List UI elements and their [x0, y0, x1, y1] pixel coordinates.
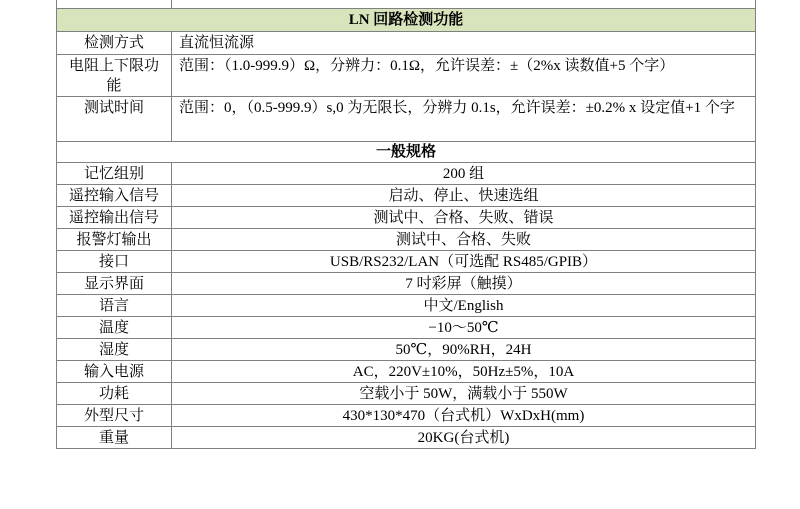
table-row-interface	[57, 251, 756, 273]
row-value: 测试中、合格、失败	[172, 229, 756, 251]
section-header-general-specs	[57, 142, 756, 163]
table-row-language	[57, 295, 756, 317]
row-label: 遥控输出信号	[57, 207, 172, 229]
row-label: 湿度	[57, 339, 172, 361]
row-value: −10～50℃	[172, 317, 756, 339]
row-label: 重量	[57, 427, 172, 449]
table-row-power-input	[57, 361, 756, 383]
row-value: 空载小于 50W，满载小于 550W	[172, 383, 756, 405]
row-value: USB/RS232/LAN（可选配 RS485/GPIB）	[172, 251, 756, 273]
cutoff-value-cell	[172, 0, 756, 9]
table-row-temperature	[57, 317, 756, 339]
table-row-alarm-light	[57, 229, 756, 251]
row-value: 430*130*470（台式机）WxDxH(mm)	[172, 405, 756, 427]
spec-table	[56, 0, 756, 449]
row-label: 遥控输入信号	[57, 185, 172, 207]
table-row-memory-groups	[57, 163, 756, 185]
section-title: LN 回路检测功能	[57, 9, 756, 32]
row-value: 200 组	[172, 163, 756, 185]
table-row-detect-method	[57, 32, 756, 55]
row-label: 功耗	[57, 383, 172, 405]
row-value: 7 吋彩屏（触摸）	[172, 273, 756, 295]
table-row-remote-input	[57, 185, 756, 207]
row-label: 输入电源	[57, 361, 172, 383]
section-header-ln-loop-test	[57, 9, 756, 32]
row-label: 温度	[57, 317, 172, 339]
table-row-humidity	[57, 339, 756, 361]
table-row-power-consumption	[57, 383, 756, 405]
table-row-dimensions	[57, 405, 756, 427]
table-row-cutoff	[57, 0, 756, 9]
table-row-weight	[57, 427, 756, 449]
row-label: 检测方式	[57, 32, 172, 55]
table-row-remote-output	[57, 207, 756, 229]
row-value: 中文/English	[172, 295, 756, 317]
row-value: 范围：（1.0-999.9）Ω，分辨力：0.1Ω，允许误差：±（2%x 读数值+5 个字）	[172, 55, 756, 97]
row-label: 测试时间	[57, 97, 172, 142]
table-row-resistance-limits	[57, 55, 756, 97]
row-value: 直流恒流源	[172, 32, 756, 55]
section-title: 一般规格	[57, 142, 756, 163]
row-value: 20KG(台式机)	[172, 427, 756, 449]
row-label: 电阻上下限功能	[57, 55, 172, 97]
row-label: 报警灯输出	[57, 229, 172, 251]
table-row-display	[57, 273, 756, 295]
row-value: 启动、停止、快速选组	[172, 185, 756, 207]
row-label: 显示界面	[57, 273, 172, 295]
table-row-test-time	[57, 97, 756, 142]
row-label: 语言	[57, 295, 172, 317]
row-value: 范围：0，（0.5-999.9）s,0 为无限长，分辨力 0.1s，允许误差：±0.2% x 设定值+1 个字	[172, 97, 756, 142]
row-label: 记忆组别	[57, 163, 172, 185]
row-label: 接口	[57, 251, 172, 273]
row-value: 测试中、合格、失败、错误	[172, 207, 756, 229]
cutoff-label-cell	[57, 0, 172, 9]
row-value: 50℃，90%RH，24H	[172, 339, 756, 361]
row-label: 外型尺寸	[57, 405, 172, 427]
row-value: AC，220V±10%，50Hz±5%，10A	[172, 361, 756, 383]
